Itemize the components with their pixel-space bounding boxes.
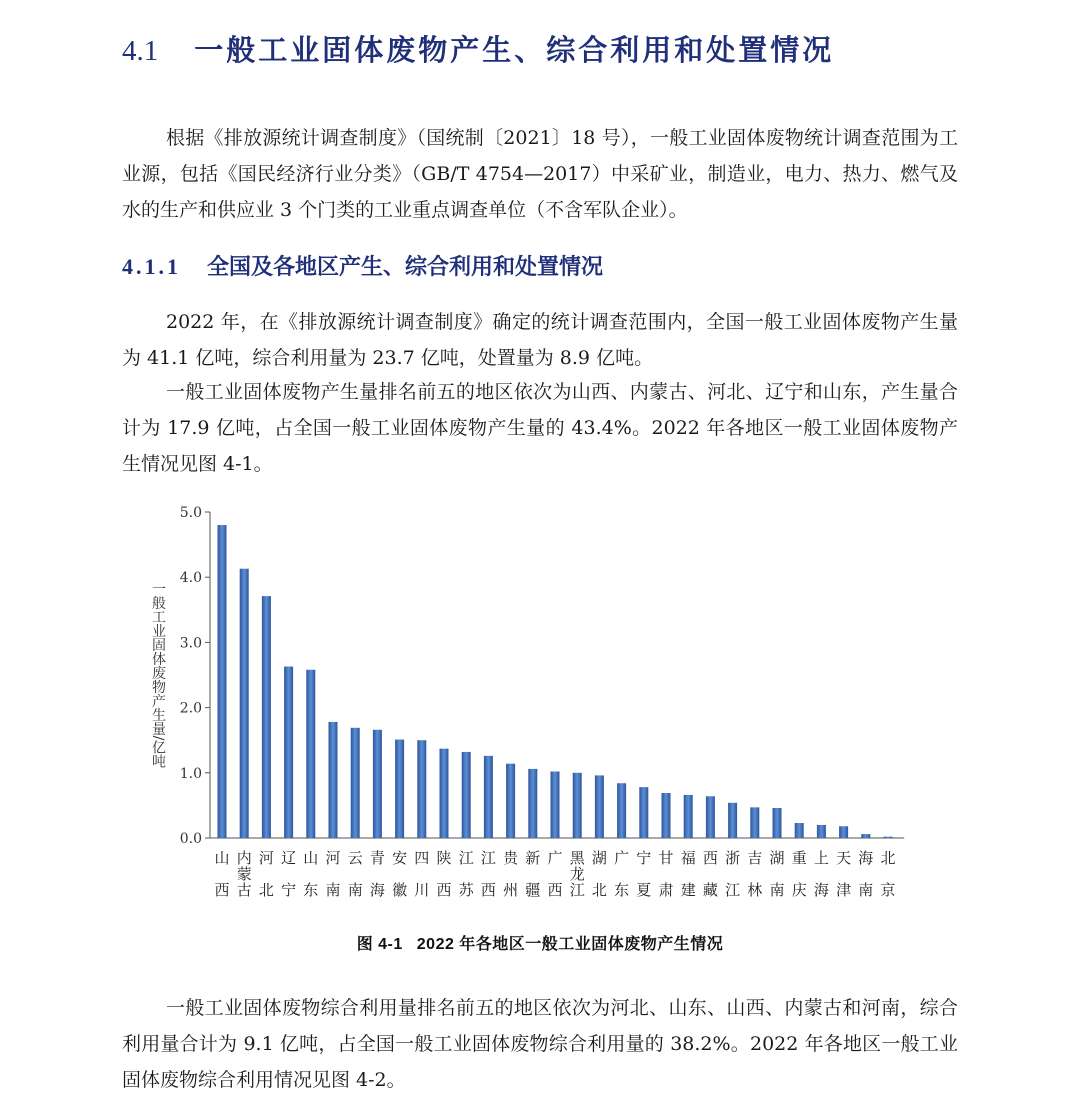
- x-tick-label: 宁夏: [636, 849, 652, 899]
- x-tick-label: 山西: [214, 849, 230, 899]
- x-tick-label: 云南: [347, 849, 363, 899]
- section-heading: [122, 28, 834, 69]
- y-axis-ticks: [180, 505, 210, 847]
- bar-北京: [884, 837, 893, 838]
- bar-四川: [417, 740, 426, 838]
- x-tick-label: 吉林: [747, 849, 763, 899]
- utilization-paragraph: 一般工业固体废物综合利用量排名前五的地区依次为河北、山东、山西、内蒙古和河南，综合利用量合计为 9.1 亿吨，占全国一般工业固体废物综合利用量的 38.2%。2022 年各地区一般工业固体废物综合利用情况见图 4-2。: [122, 997, 958, 1091]
- bar-福建: [684, 795, 693, 838]
- x-tick-label: 河南: [325, 849, 341, 899]
- bar-重庆: [795, 823, 804, 838]
- x-tick-label: 广东: [614, 849, 630, 899]
- x-tick-label: 贵州: [503, 849, 519, 899]
- x-tick-label: 广西: [547, 849, 563, 899]
- bar-广西: [551, 771, 560, 838]
- bar-安徽: [395, 740, 404, 838]
- section-title: 一般工业固体废物产生、综合利用和处置情况: [194, 33, 835, 67]
- bar-上海: [817, 825, 826, 838]
- bar-云南: [351, 728, 360, 838]
- bar-广东: [617, 783, 626, 838]
- bar-陕西: [440, 749, 449, 838]
- bar-湖南: [773, 808, 782, 838]
- y-axis-label: 一般工业固体废物产生量/亿吨: [150, 581, 166, 769]
- x-tick-label: 陕西: [436, 849, 452, 899]
- y-tick-label: 1.0: [179, 765, 202, 782]
- x-tick-label: 西藏: [702, 849, 718, 899]
- figure-caption-text: 2022 年各地区一般工业固体废物产生情况: [416, 936, 724, 953]
- x-tick-label: 湖南: [769, 849, 785, 899]
- bar-山西: [218, 525, 227, 838]
- x-tick-label: 四川: [414, 849, 430, 899]
- x-tick-label: 海南: [858, 849, 874, 899]
- x-tick-label: 山东: [303, 849, 319, 899]
- x-tick-label: 湖北: [591, 849, 607, 899]
- bar-山东: [306, 670, 315, 838]
- bar-湖北: [595, 775, 604, 838]
- x-tick-label: 甘肃: [658, 849, 674, 899]
- x-tick-label: 辽宁: [281, 849, 297, 899]
- intro-paragraph: 根据《排放源统计调查制度》（国统制〔2021〕18 号），一般工业固体废物统计调查范围为工业源，包括《国民经济行业分类》（GB/T 4754—2017）中采矿业，制造业，电力、热力、燃气及水的生产和供应业 3 个门类的工业重点调查单位（不含军队企业）。: [122, 127, 958, 221]
- x-axis-labels: [214, 849, 895, 899]
- bar-吉林: [750, 807, 759, 838]
- bar-内蒙古: [240, 569, 249, 838]
- bar-新疆: [528, 769, 537, 838]
- x-tick-label: 浙江: [725, 849, 741, 899]
- y-tick-label: 2.0: [179, 700, 202, 717]
- national-totals-paragraph: 2022 年，在《排放源统计调查制度》确定的统计调查范围内，全国一般工业固体废物产生量为 41.1 亿吨，综合利用量为 23.7 亿吨，处置量为 8.9 亿吨。: [122, 311, 958, 369]
- subsection-heading: [122, 250, 603, 281]
- bar-江西: [484, 756, 493, 838]
- x-tick-label: 青海: [369, 849, 385, 899]
- bars: [218, 525, 893, 838]
- x-tick-label: 黑龙江: [569, 849, 585, 899]
- x-tick-label: 天津: [836, 849, 852, 899]
- bar-河北: [262, 596, 271, 838]
- bar-贵州: [506, 764, 515, 838]
- bar-西藏: [706, 796, 715, 838]
- bar-甘肃: [662, 793, 671, 838]
- regional-waste-bar-chart: [140, 500, 920, 910]
- section-number: 4.1: [122, 35, 159, 67]
- x-tick-label: 安徽: [392, 849, 408, 899]
- bar-天津: [839, 826, 848, 838]
- bar-江苏: [462, 752, 471, 838]
- y-tick-label: 5.0: [179, 505, 202, 521]
- figure-number: 图 4-1: [356, 936, 403, 953]
- bar-青海: [373, 730, 382, 838]
- subsection-number: 4.1.1: [122, 254, 181, 279]
- x-tick-label: 江西: [480, 849, 496, 899]
- bar-浙江: [728, 803, 737, 838]
- y-tick-label: 3.0: [179, 635, 202, 652]
- bar-河南: [329, 722, 338, 838]
- bar-海南: [861, 834, 870, 838]
- bar-辽宁: [284, 667, 293, 838]
- figure-caption: [0, 931, 1080, 954]
- x-tick-label: 重庆: [791, 849, 807, 899]
- bar-宁夏: [639, 787, 648, 838]
- x-tick-label: 福建: [680, 849, 696, 899]
- y-tick-label: 4.0: [179, 570, 202, 587]
- x-tick-label: 新疆: [525, 849, 541, 899]
- x-tick-label: 内蒙古: [236, 849, 252, 899]
- subsection-title: 全国及各地区产生、综合利用和处置情况: [207, 254, 604, 280]
- x-tick-label: 河北: [258, 849, 274, 899]
- y-axis-label-group: [150, 582, 166, 769]
- x-tick-label: 江苏: [458, 849, 474, 899]
- top-regions-paragraph: 一般工业固体废物产生量排名前五的地区依次为山西、内蒙古、河北、辽宁和山东，产生量合计为 17.9 亿吨，占全国一般工业固体废物产生量的 43.4%。2022 年各地区一般工业固体废物产生情况见图 4-1。: [122, 381, 958, 475]
- y-tick-label: 0.0: [179, 831, 202, 847]
- x-tick-label: 上海: [813, 849, 829, 899]
- bar-黑龙江: [573, 773, 582, 838]
- x-tick-label: 北京: [880, 849, 896, 899]
